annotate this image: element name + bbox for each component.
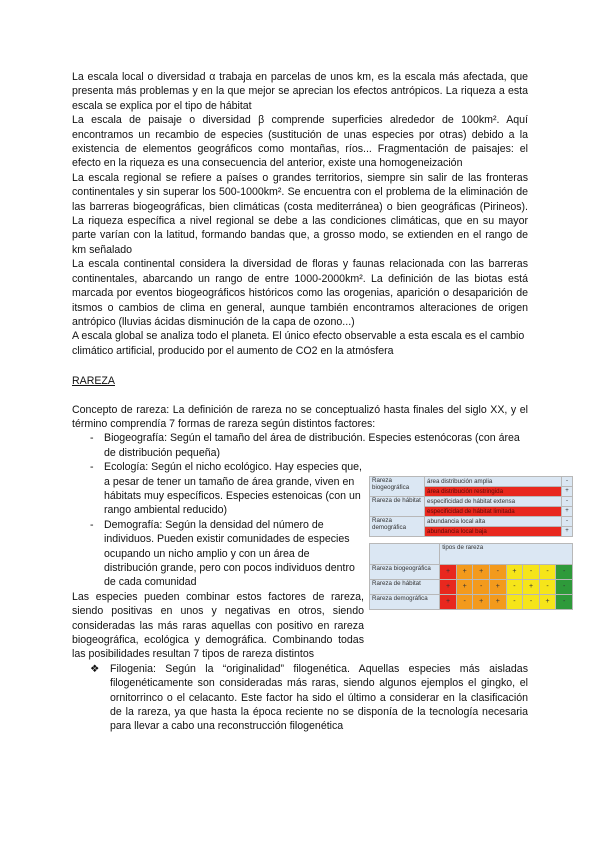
table-row (370, 580, 573, 595)
type-cell: - (456, 595, 473, 610)
text-beside-figure (72, 460, 364, 662)
row-label: Rareza biogeográfica (370, 565, 440, 580)
row-label: Rareza demográfica (370, 517, 425, 537)
type-cell: + (440, 580, 457, 595)
type-cell: + (456, 580, 473, 595)
list-item: - Ecología: Según el nicho ecológico. Hay especies que, a pesar de tener un tamaño de área grande, viven en hábitats muy específicos. Especies estenoicas (con un rango ambiental reducido) (90, 460, 364, 518)
cell-mark: - (562, 477, 573, 487)
list-item: - Demografía: Según la densidad del número de individuos. Pueden existir comunidades de especies ocupando un nicho amplio y con un área de distribución grande, pero con pocos individuos dentro de cada comunidad (90, 518, 364, 590)
cell-mark: + (562, 507, 573, 517)
type-cell: + (506, 565, 523, 580)
cell-low: área distribución amplia (425, 477, 562, 487)
table-row (370, 497, 573, 507)
paragraph-regional-scale: La escala regional se refiere a países o grandes territorios, siempre sin salir de las fronteras continentales y sin superar los 500-1000km². Se encuentra con el problema de la eliminación de las barreras biogeográficas, bien climáticas (costa mediterránea) o bien geográficas (Pirineos). La riqueza específica a nivel regional se debe a las condiciones climáticas, que en su mayor parte varían con la latitud, formando bandas que, a grosso modo, se extienden en el rango de km señalado (72, 171, 528, 256)
cell-low: abundancia local alta (425, 517, 562, 527)
rarity-factor-list (72, 431, 528, 460)
row-label: Rareza biogeográfica (370, 477, 425, 497)
paragraph-landscape-scale: La escala de paisaje o diversidad β comprende superficies alrededor de 100km². Aquí encontramos un recambio de especies (sustitución de unas especies por otras) debido a la existencia de elementos geográficos como montañas, ríos... Fragmentación de paisajes: el efecto en la riqueza es una consecuencia del anterior, existe una homogeneización (72, 114, 528, 170)
cell-low: especificidad de hábitat extensa (425, 497, 562, 507)
cell-mark: - (562, 497, 573, 507)
type-cell: - (473, 580, 490, 595)
rarity-types-table (369, 543, 573, 610)
table-row (370, 565, 573, 580)
cell-high: abundancia local baja (425, 527, 562, 537)
type-cell: - (539, 565, 556, 580)
cell-high: especificidad de hábitat limitada (425, 507, 562, 517)
type-cell: + (473, 595, 490, 610)
type-cell: - (556, 580, 573, 595)
cell-mark: + (562, 487, 573, 497)
type-cell: + (523, 580, 540, 595)
type-cell: + (539, 595, 556, 610)
type-cell: - (506, 580, 523, 595)
table-row (370, 595, 573, 610)
section-heading: RAREZA (72, 375, 115, 388)
diamond-bullet-icon: ❖ (90, 662, 100, 675)
type-cell: + (440, 565, 457, 580)
type-cell: - (523, 565, 540, 580)
paragraph-global-scale: A escala global se analiza todo el planeta. El único efecto observable a esta escala es el cambio climático artificial, producido por el aumento de CO2 en la atmósfera (72, 330, 525, 357)
type-cell: + (490, 595, 507, 610)
paragraph-continental-scale: La escala continental considera la diversidad de floras y faunas relacionada con las barreras continentales, abarcando un rango de entre 1000-2000km². La definición de las biotas está marcada por eventos biogeográficos históricos como las orogenias, aparición o desaparición de itsmos o cambios de clima en general, aunque también encontramos alteraciones de origen antrópico (lluvias ácidas disminución de la capa de ozono...) (72, 258, 528, 328)
type-cell: + (456, 565, 473, 580)
type-cell: - (556, 595, 573, 610)
types-header: tipos de rareza (440, 544, 573, 565)
rarity-definitions-table (369, 476, 573, 537)
list-item-filogenia: ❖ Filogenia: Según la “originalidad” filogenética. Aquellas especies más aisladas filogenéticamente son consideradas más raras, siendo algunos ejemplos el gingko, el ornitorrinco o el celacanto. Este factor ha sido el último a considerar en la clasificación de la rareza, ya que hasta la época reciente no se disponía de la tecnología necesaria para llevar a cabo una reconstrucción filogenética (90, 662, 528, 733)
type-cell: - (539, 580, 556, 595)
type-cell: - (556, 565, 573, 580)
cell-mark: + (562, 527, 573, 537)
paragraph-local-scale: La escala local o diversidad α trabaja en parcelas de unos km, es la escala más afectada, que presenta más problemas y en la que mejor se aprecian los efectos antrópicos. La riqueza a esta escala se explica por el tipo de hábitat (72, 71, 528, 112)
type-cell: + (473, 565, 490, 580)
type-cell: + (440, 595, 457, 610)
table-header-row (370, 544, 573, 565)
table-row (370, 517, 573, 527)
type-cell: - (490, 565, 507, 580)
cell-high: área distribución restringida (425, 487, 562, 497)
type-cell: - (523, 595, 540, 610)
rarity-types-figure (369, 476, 573, 639)
row-label: Rareza de hábitat (370, 580, 440, 595)
list-item: - Biogeografía: Según el tamaño del área de distribución. Especies estenócoras (con área de distribución pequeña) (90, 431, 528, 460)
type-cell: - (506, 595, 523, 610)
row-label: Rareza de hábitat (370, 497, 425, 517)
type-cell: + (490, 580, 507, 595)
row-label: Rareza demográfica (370, 595, 440, 610)
table-row (370, 477, 573, 487)
paragraph-rarity-concept: Concepto de rareza: La definición de rareza no se conceptualizó hasta finales del siglo XX, y el término comprendía 7 formas de rareza según distintos factores: (72, 403, 528, 430)
cell-mark: - (562, 517, 573, 527)
paragraph-combination: Las especies pueden combinar estos factores de rareza, siendo positivas en unos y negativas en otros, siendo consideradas las más raras aquellas con positivo en rareza biogeográfica, ecológica y demográfica. Combinando todas las posibilidades resultan 7 tipos de rareza distintos (72, 590, 364, 661)
